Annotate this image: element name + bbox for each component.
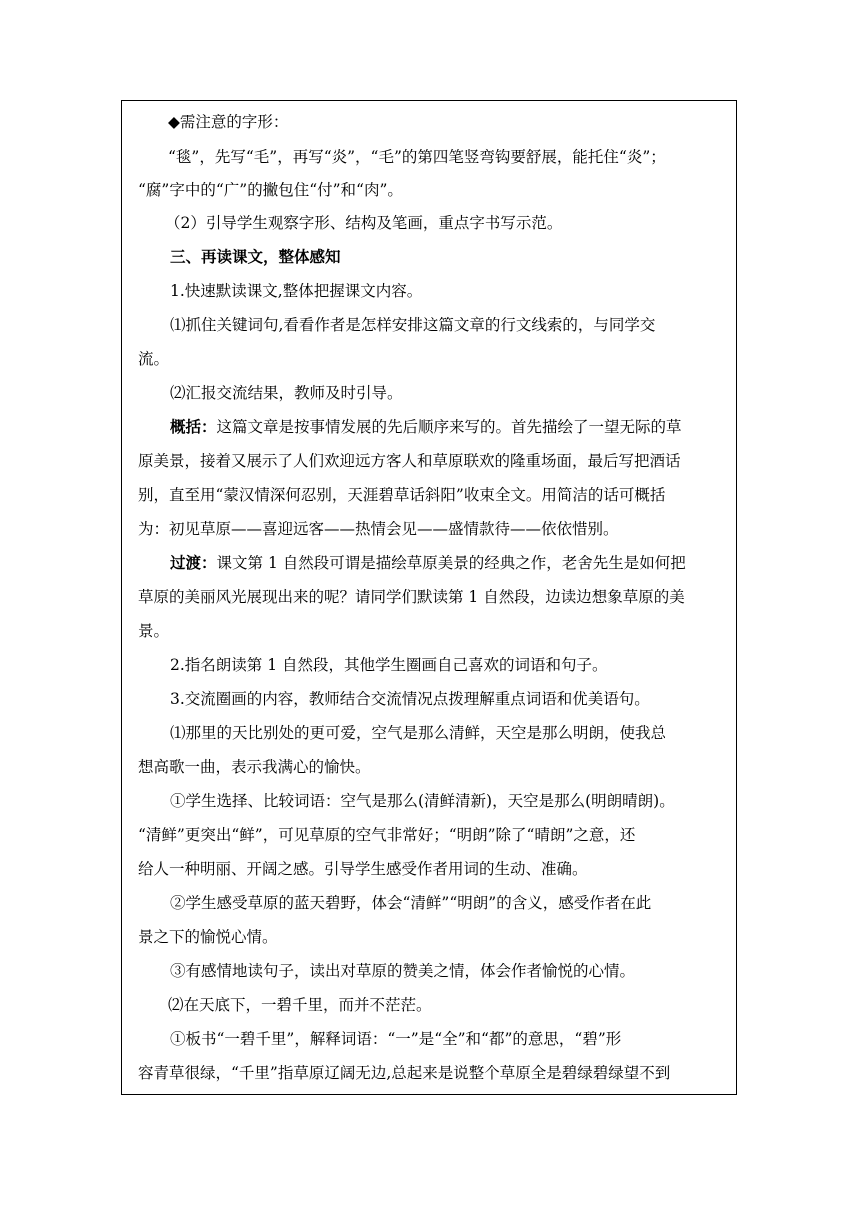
text-line-28: ①板书“一碧千里”，解释词语：“一”是“全”和“都”的意思，“碧”形 [170,1030,622,1048]
text-line-2: “毯”，先写“毛”，再写“炎”，“毛”的第四笔竖弯钩要舒展，能托住“炎”； [168,148,666,166]
text-line-7: ⑴抓住关键词句,看看作者是怎样安排这篇文章的行文线索的，与同学交 [170,316,656,334]
text-line-10: 概括：这篇文章是按事情发展的先后顺序来写的。首先描绘了一望无际的草 [170,417,682,436]
text-line-1: ◆需注意的字形： [168,113,289,131]
summary-label: 概括： [170,417,217,436]
text-line-6: 1.快速默读课文,整体把握课文内容。 [170,282,423,300]
text-line-26: ③有感情地读句子，读出对草原的赞美之情，体会作者愉悦的心情。 [170,962,636,980]
text-line-8: 流。 [138,350,170,368]
text-line-29: 容青草很绿，“千里”指草原辽阔无边,总起来是说整个草原全是碧绿碧绿望不到 [138,1064,671,1082]
section-heading: 三、再读课文，整体感知 [170,247,341,266]
text-line-19: ⑴那里的天比别处的更可爱，空气是那么清鲜，天空是那么明朗，使我总 [170,724,667,742]
text-line-16: 景。 [138,622,170,640]
text-line-24: ②学生感受草原的蓝天碧野，体会“清鲜”“明朗”的含义，感受作者在此 [170,894,652,912]
text-line-23: 给人一种明丽、开阔之感。引导学生感受作者用词的生动、准确。 [138,860,588,878]
text-line-9: ⑵汇报交流结果，教师及时引导。 [170,384,403,402]
text-line-14: 过渡：课文第 1 自然段可谓是描绘草原美景的经典之作，老舍先生是如何把 [170,553,686,572]
text-line-3: “腐”字中的“广”的撇包住“付”和“肉”。 [138,181,403,199]
text-line-21: ①学生选择、比较词语：空气是那么(清鲜清新)，天空是那么(明朗晴朗)。 [170,792,675,810]
text-line-22: “清鲜”更突出“鲜”，可见草原的空气非常好；“明朗”除了“晴朗”之意，还 [138,826,636,844]
text-line-17: 2.指名朗读第 1 自然段，其他学生圈画自己喜欢的词语和句子。 [170,656,608,674]
text-line-12: 别，直至用“蒙汉情深何忍别，天涯碧草话斜阳”收束全文。用简洁的话可概括 [138,486,666,504]
text-line-25: 景之下的愉悦心情。 [138,928,278,946]
text-line-13: 为：初见草原——喜迎远客——热情会见——盛情款待——依依惜别。 [138,520,619,538]
text-line-4: （2）引导学生观察字形、结构及笔画，重点字书写示范。 [165,214,563,232]
text-line-11: 原美景，接着又展示了人们欢迎远方客人和草原联欢的隆重场面，最后写把酒话 [138,452,681,470]
text-line-20: 想高歌一曲，表示我满心的愉快。 [138,758,371,776]
text-line-27: ⑵在天底下，一碧千里，而并不茫茫。 [168,996,432,1014]
text-line-18: 3.交流圈画的内容，教师结合交流情况点拨理解重点词语和优美语句。 [170,690,650,708]
transition-label: 过渡： [170,553,217,572]
text-line-15: 草原的美丽风光展现出来的呢？请同学们默读第 1 自然段，边读边想象草原的美 [138,588,685,606]
document-frame [121,100,737,1095]
